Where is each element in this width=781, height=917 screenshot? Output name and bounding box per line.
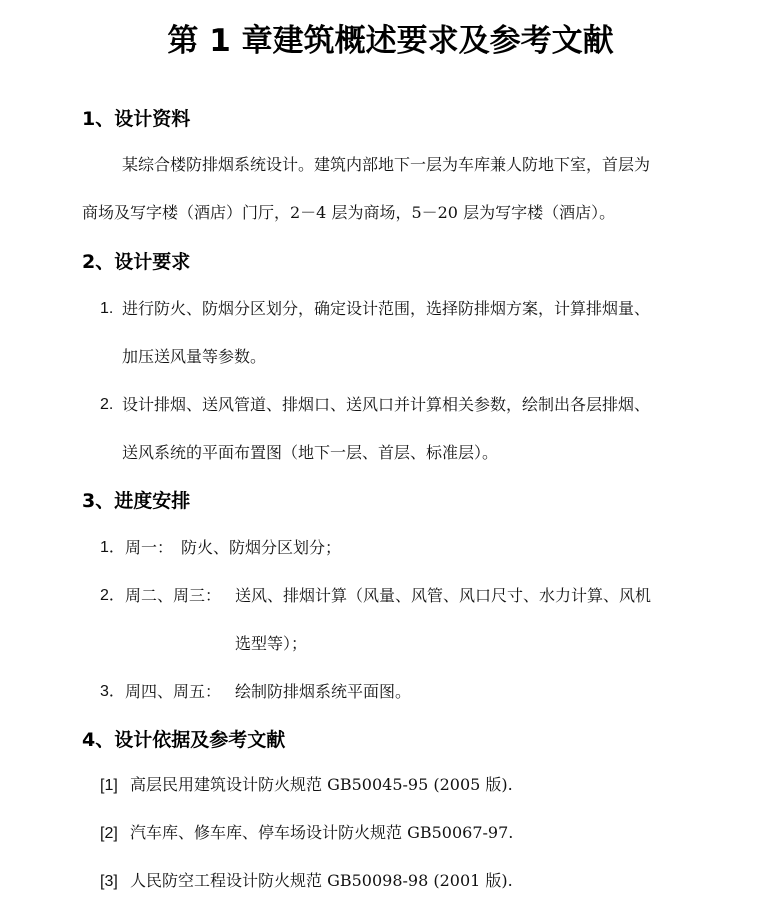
schedule-item-number: 3．	[100, 683, 125, 700]
list-item-number: 2.	[100, 396, 114, 413]
section-heading-references: 4、设计依据及参考文献	[82, 729, 286, 751]
schedule-item-text: 选型等）；	[235, 634, 308, 653]
section-heading-design-requirements: 2、设计要求	[82, 251, 191, 273]
schedule-item-number: 1．	[100, 539, 125, 556]
reference-text: 高层民用建筑设计防火规范 GB50045-95 (2005 版).	[130, 775, 513, 794]
schedule-item-label: 周二、周三：	[125, 586, 222, 605]
list-item-number: 1.	[100, 300, 114, 317]
schedule-item-text: 绘制防排烟系统平面图。	[235, 682, 412, 701]
page-title: 第 1 章建筑概述要求及参考文献	[167, 23, 614, 59]
reference-item	[100, 773, 513, 798]
section-heading-schedule: 3、进度安排	[82, 490, 191, 512]
schedule-item-label: 周四、周五：	[125, 682, 222, 701]
reference-number: [1]	[100, 777, 118, 794]
list-item-text: 设计排烟、送风管道、排烟口、送风口并计算相关参数，绘制出各层排烟、	[122, 395, 651, 414]
reference-number: [2]	[100, 825, 118, 842]
list-item-text: 加压送风量等参数。	[122, 347, 267, 366]
schedule-item-number: 2．	[100, 587, 125, 604]
list-item-text: 进行防火、防烟分区划分，确定设计范围，选择防排烟方案，计算排烟量、	[122, 299, 651, 318]
schedule-item-text: 送风、排烟计算（风量、风管、风口尺寸、水力计算、风机	[235, 586, 652, 605]
reference-item	[100, 821, 513, 846]
paragraph-line: 某综合楼防排烟系统设计。建筑内部地下一层为车库兼人防地下室，首层为	[122, 155, 651, 174]
schedule-item-label: 周一：	[125, 538, 174, 557]
paragraph-line: 商场及写字楼（酒店）门厅，2－4 层为商场，5－20 层为写字楼（酒店）。	[82, 203, 616, 222]
section-heading-design-data: 1、设计资料	[82, 108, 191, 130]
reference-text: 汽车库、修车库、停车场设计防火规范 GB50067-97.	[130, 823, 514, 842]
reference-text: 人民防空工程设计防火规范 GB50098-98 (2001 版).	[130, 871, 513, 890]
reference-number: [3]	[100, 873, 118, 890]
list-item-text: 送风系统的平面布置图（地下一层、首层、标准层）。	[122, 443, 499, 462]
schedule-item-text: 防火、防烟分区划分；	[181, 538, 342, 557]
reference-item	[100, 869, 513, 894]
